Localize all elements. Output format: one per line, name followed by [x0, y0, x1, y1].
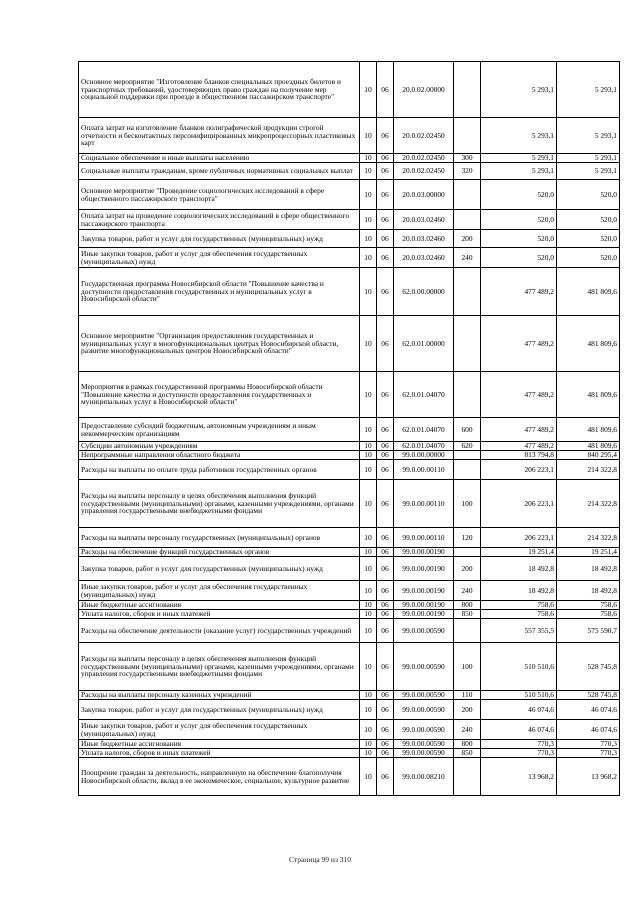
row-target-article: 62.0.01.04070	[394, 442, 454, 451]
table-row	[79, 610, 620, 619]
row-expense-type	[454, 460, 481, 480]
row-subsection: 06	[377, 758, 394, 796]
row-subsection: 06	[377, 230, 394, 248]
budget-table	[78, 61, 620, 796]
table-row	[79, 581, 620, 601]
row-sum-year-2: 520,0	[557, 180, 620, 210]
row-sum-year-2: 770,3	[557, 749, 620, 758]
row-sum-year-2: 481 809,6	[557, 372, 620, 418]
table-row	[79, 460, 620, 480]
row-subsection: 06	[377, 268, 394, 316]
row-target-article: 99.0.00.00590	[394, 700, 454, 720]
row-target-article: 99.0.00.00110	[394, 460, 454, 480]
row-target-article: 62.0.01.00000	[394, 316, 454, 372]
row-sum-year-2: 214 322,8	[557, 528, 620, 548]
row-sum-year-2: 758,6	[557, 610, 620, 619]
row-sum-year-2: 5 293,1	[557, 62, 620, 118]
row-expense-type: 200	[454, 230, 481, 248]
row-subsection: 06	[377, 610, 394, 619]
row-sum-year-1: 46 074,6	[481, 700, 557, 720]
row-section: 10	[360, 643, 377, 691]
row-sum-year-1: 18 492,8	[481, 581, 557, 601]
row-section: 10	[360, 316, 377, 372]
table-row	[79, 720, 620, 740]
row-sum-year-2: 528 745,8	[557, 643, 620, 691]
row-section: 10	[360, 268, 377, 316]
row-subsection: 06	[377, 601, 394, 610]
row-section: 10	[360, 460, 377, 480]
table-row	[79, 180, 620, 210]
row-name: Иные бюджетные ассигнования	[79, 601, 360, 610]
table-row	[79, 758, 620, 796]
row-subsection: 06	[377, 691, 394, 700]
row-target-article: 99.0.00.00590	[394, 749, 454, 758]
row-section: 10	[360, 557, 377, 581]
row-target-article: 99.0.00.00590	[394, 691, 454, 700]
row-sum-year-1: 477 489,2	[481, 316, 557, 372]
row-sum-year-2: 214 322,8	[557, 480, 620, 528]
row-subsection: 06	[377, 619, 394, 643]
row-sum-year-1: 510 510,6	[481, 691, 557, 700]
row-section: 10	[360, 700, 377, 720]
row-name: Расходы на обеспечение функций государственных органов	[79, 548, 360, 557]
row-section: 10	[360, 62, 377, 118]
row-sum-year-2: 520,0	[557, 230, 620, 248]
table-row	[79, 451, 620, 460]
row-sum-year-1: 770,3	[481, 740, 557, 749]
row-sum-year-2: 13 968,2	[557, 758, 620, 796]
row-name: Мероприятия в рамках государственной программы Новосибирской области "Повышение качества и доступности предоставления государственных и муниципальных услуг в Новосибирской области"	[79, 372, 360, 418]
row-target-article: 20.0.03.00000	[394, 180, 454, 210]
row-subsection: 06	[377, 62, 394, 118]
table-row	[79, 230, 620, 248]
row-target-article: 62.0.01.04070	[394, 418, 454, 442]
row-expense-type: 320	[454, 163, 481, 180]
row-subsection: 06	[377, 316, 394, 372]
row-expense-type	[454, 118, 481, 154]
row-name: Расходы на выплаты по оплате труда работников государственных органов	[79, 460, 360, 480]
row-subsection: 06	[377, 442, 394, 451]
row-expense-type: 200	[454, 557, 481, 581]
row-section: 10	[360, 118, 377, 154]
row-name: Основное мероприятие "Изготовление бланков специальных проездных билетов и транспортных требований, удостоверяющих право граждан на получение мер социальной поддержки при проезде в общественном пассажирском транспорте"	[79, 62, 360, 118]
row-expense-type	[454, 268, 481, 316]
row-name: Расходы на обеспечение деятельности (оказание услуг) государственных учреждений	[79, 619, 360, 643]
row-target-article: 99.0.00.00000	[394, 451, 454, 460]
row-target-article: 99.0.00.00190	[394, 610, 454, 619]
row-target-article: 99.0.00.00110	[394, 480, 454, 528]
row-section: 10	[360, 248, 377, 268]
row-target-article: 99.0.00.00590	[394, 619, 454, 643]
row-section: 10	[360, 480, 377, 528]
row-sum-year-2: 528 745,8	[557, 691, 620, 700]
row-subsection: 06	[377, 548, 394, 557]
table-row	[79, 248, 620, 268]
row-target-article: 99.0.00.00190	[394, 557, 454, 581]
row-sum-year-1: 18 492,8	[481, 557, 557, 581]
row-expense-type	[454, 548, 481, 557]
row-target-article: 99.0.00.00590	[394, 643, 454, 691]
row-name: Субсидии автономным учреждениям	[79, 442, 360, 451]
row-section: 10	[360, 740, 377, 749]
table-row	[79, 691, 620, 700]
row-expense-type: 240	[454, 248, 481, 268]
row-subsection: 06	[377, 154, 394, 163]
row-expense-type: 800	[454, 601, 481, 610]
row-subsection: 06	[377, 643, 394, 691]
table-row	[79, 163, 620, 180]
row-name: Закупка товаров, работ и услуг для государственных (муниципальных) нужд	[79, 557, 360, 581]
row-subsection: 06	[377, 118, 394, 154]
row-sum-year-1: 5 293,1	[481, 154, 557, 163]
row-expense-type	[454, 619, 481, 643]
row-sum-year-2: 520,0	[557, 210, 620, 230]
row-name: Расходы на выплаты персоналу в целях обеспечения выполнения функций государственными (муниципальными) органами, казенными учреждениями, органами управления государственными внебюджетными фондами	[79, 480, 360, 528]
row-section: 10	[360, 154, 377, 163]
row-name: Оплата затрат на проведение социологических исследований в сфере общественного пассажирского транспорта	[79, 210, 360, 230]
table-row	[79, 418, 620, 442]
row-section: 10	[360, 581, 377, 601]
row-section: 10	[360, 418, 377, 442]
row-target-article: 62.0.01.04070	[394, 372, 454, 418]
row-sum-year-1: 5 293,1	[481, 118, 557, 154]
row-section: 10	[360, 230, 377, 248]
row-section: 10	[360, 749, 377, 758]
row-name: Поощрение граждан за деятельность, направленную на обеспечение благополучия Новосибирской области, вклад в ее экономическое, социальное, культурное развитие	[79, 758, 360, 796]
row-sum-year-2: 575 590,7	[557, 619, 620, 643]
row-expense-type: 600	[454, 418, 481, 442]
row-sum-year-1: 510 510,6	[481, 643, 557, 691]
row-sum-year-1: 13 968,2	[481, 758, 557, 796]
budget-table-body	[79, 62, 620, 796]
row-sum-year-1: 477 489,2	[481, 418, 557, 442]
row-target-article: 99.0.00.00590	[394, 740, 454, 749]
row-subsection: 06	[377, 163, 394, 180]
row-name: Непрограммные направления областного бюджета	[79, 451, 360, 460]
table-row	[79, 62, 620, 118]
row-sum-year-2: 46 074,6	[557, 720, 620, 740]
row-section: 10	[360, 720, 377, 740]
row-subsection: 06	[377, 372, 394, 418]
row-subsection: 06	[377, 480, 394, 528]
table-row	[79, 442, 620, 451]
row-sum-year-2: 758,6	[557, 601, 620, 610]
row-target-article: 20.0.02.02450	[394, 118, 454, 154]
table-row	[79, 548, 620, 557]
row-target-article: 99.0.00.00190	[394, 548, 454, 557]
row-sum-year-1: 520,0	[481, 248, 557, 268]
row-target-article: 99.0.00.00590	[394, 720, 454, 740]
row-subsection: 06	[377, 210, 394, 230]
row-sum-year-2: 214 322,8	[557, 460, 620, 480]
row-section: 10	[360, 451, 377, 460]
row-section: 10	[360, 758, 377, 796]
row-sum-year-1: 770,3	[481, 749, 557, 758]
row-section: 10	[360, 601, 377, 610]
row-section: 10	[360, 442, 377, 451]
table-row	[79, 619, 620, 643]
row-target-article: 99.0.00.00110	[394, 528, 454, 548]
row-expense-type: 200	[454, 700, 481, 720]
row-name: Предоставление субсидий бюджетным, автономным учреждениям и иным некоммерческим организациям	[79, 418, 360, 442]
row-target-article: 20.0.03.02460	[394, 248, 454, 268]
row-sum-year-1: 5 293,1	[481, 163, 557, 180]
row-sum-year-1: 758,6	[481, 601, 557, 610]
table-row	[79, 528, 620, 548]
row-subsection: 06	[377, 451, 394, 460]
row-sum-year-2: 481 809,6	[557, 418, 620, 442]
row-name: Основное мероприятие "Организация предоставления государственных и муниципальных услуг в многофункциональных центрах Новосибирской области, развитие многофункциональных центров Новосибирской области"	[79, 316, 360, 372]
row-expense-type	[454, 758, 481, 796]
table-row	[79, 118, 620, 154]
row-name: Расходы на выплаты персоналу государственных (муниципальных) органов	[79, 528, 360, 548]
row-sum-year-2: 19 251,4	[557, 548, 620, 557]
row-sum-year-1: 557 355,5	[481, 619, 557, 643]
row-sum-year-1: 46 074,6	[481, 720, 557, 740]
row-target-article: 99.0.00.00190	[394, 581, 454, 601]
row-target-article: 20.0.03.02460	[394, 230, 454, 248]
row-target-article: 20.0.03.02460	[394, 210, 454, 230]
row-sum-year-2: 5 293,1	[557, 163, 620, 180]
table-row	[79, 700, 620, 720]
row-sum-year-2: 481 809,6	[557, 316, 620, 372]
row-sum-year-1: 477 489,2	[481, 268, 557, 316]
budget-table-container	[78, 61, 620, 796]
row-subsection: 06	[377, 720, 394, 740]
row-target-article: 62.0.00.00000	[394, 268, 454, 316]
row-expense-type: 240	[454, 581, 481, 601]
row-name: Закупка товаров, работ и услуг для государственных (муниципальных) нужд	[79, 700, 360, 720]
table-row	[79, 749, 620, 758]
table-row	[79, 316, 620, 372]
row-sum-year-1: 19 251,4	[481, 548, 557, 557]
row-name: Уплата налогов, сборов и иных платежей	[79, 610, 360, 619]
row-expense-type: 100	[454, 643, 481, 691]
row-expense-type: 620	[454, 442, 481, 451]
row-sum-year-2: 770,3	[557, 740, 620, 749]
row-sum-year-1: 206 223,1	[481, 528, 557, 548]
row-sum-year-1: 520,0	[481, 180, 557, 210]
row-name: Социальное обеспечение и иные выплаты населению	[79, 154, 360, 163]
row-subsection: 06	[377, 528, 394, 548]
row-subsection: 06	[377, 418, 394, 442]
row-section: 10	[360, 163, 377, 180]
row-target-article: 20.0.02.00000	[394, 62, 454, 118]
row-expense-type: 300	[454, 154, 481, 163]
row-subsection: 06	[377, 557, 394, 581]
row-section: 10	[360, 528, 377, 548]
row-expense-type	[454, 210, 481, 230]
table-row	[79, 643, 620, 691]
row-sum-year-2: 840 295,4	[557, 451, 620, 460]
row-subsection: 06	[377, 740, 394, 749]
page-footer: Страница 99 из 310	[288, 855, 352, 864]
row-expense-type	[454, 372, 481, 418]
row-expense-type: 850	[454, 749, 481, 758]
row-sum-year-1: 813 794,8	[481, 451, 557, 460]
row-section: 10	[360, 691, 377, 700]
row-name: Расходы на выплаты персоналу казенных учреждений	[79, 691, 360, 700]
table-row	[79, 268, 620, 316]
row-expense-type	[454, 451, 481, 460]
row-subsection: 06	[377, 700, 394, 720]
row-sum-year-1: 206 223,1	[481, 460, 557, 480]
row-name: Иные закупки товаров, работ и услуг для обеспечения государственных (муниципальных) нужд	[79, 581, 360, 601]
row-expense-type: 800	[454, 740, 481, 749]
table-row	[79, 740, 620, 749]
row-expense-type: 100	[454, 480, 481, 528]
row-sum-year-1: 477 489,2	[481, 442, 557, 451]
row-section: 10	[360, 180, 377, 210]
row-expense-type	[454, 316, 481, 372]
row-expense-type: 850	[454, 610, 481, 619]
row-sum-year-2: 5 293,1	[557, 118, 620, 154]
row-name: Государственная программа Новосибирской области "Повышение качества и доступности предоставления государственных и муниципальных услуг в Новосибирской области"	[79, 268, 360, 316]
row-subsection: 06	[377, 248, 394, 268]
row-target-article: 99.0.00.00190	[394, 601, 454, 610]
row-name: Уплата налогов, сборов и иных платежей	[79, 749, 360, 758]
row-target-article: 99.0.00.08210	[394, 758, 454, 796]
row-section: 10	[360, 372, 377, 418]
row-section: 10	[360, 619, 377, 643]
row-subsection: 06	[377, 749, 394, 758]
row-sum-year-1: 477 489,2	[481, 372, 557, 418]
table-row	[79, 480, 620, 528]
row-sum-year-2: 18 492,8	[557, 557, 620, 581]
row-target-article: 20.0.02.02450	[394, 154, 454, 163]
row-name: Иные закупки товаров, работ и услуг для обеспечения государственных (муниципальных) нужд	[79, 720, 360, 740]
row-expense-type: 110	[454, 691, 481, 700]
table-row	[79, 154, 620, 163]
row-name: Закупка товаров, работ и услуг для государственных (муниципальных) нужд	[79, 230, 360, 248]
row-expense-type	[454, 180, 481, 210]
row-name: Иные закупки товаров, работ и услуг для обеспечения государственных (муниципальных) нужд	[79, 248, 360, 268]
row-sum-year-1: 520,0	[481, 210, 557, 230]
row-sum-year-2: 520,0	[557, 248, 620, 268]
row-subsection: 06	[377, 460, 394, 480]
row-sum-year-2: 46 074,6	[557, 700, 620, 720]
table-row	[79, 557, 620, 581]
row-name: Оплата затрат на изготовление бланков полиграфической продукции строгой отчетности и бесконтактных персонифицированных микропроцессорных пластиковых карт	[79, 118, 360, 154]
row-section: 10	[360, 610, 377, 619]
row-name: Основное мероприятие "Проведение социологических исследований в сфере общественного пассажирского транспорта"	[79, 180, 360, 210]
row-sum-year-2: 5 293,1	[557, 154, 620, 163]
row-sum-year-1: 758,6	[481, 610, 557, 619]
table-row	[79, 601, 620, 610]
table-row	[79, 372, 620, 418]
row-expense-type: 120	[454, 528, 481, 548]
row-name: Иные бюджетные ассигнования	[79, 740, 360, 749]
row-name: Социальные выплаты гражданам, кроме публичных нормативных социальных выплат	[79, 163, 360, 180]
row-name: Расходы на выплаты персоналу в целях обеспечения выполнения функций государственными (муниципальными) органами, казенными учреждениями, органами управления государственными внебюджетными фондами	[79, 643, 360, 691]
row-section: 10	[360, 210, 377, 230]
row-subsection: 06	[377, 581, 394, 601]
row-target-article: 20.0.02.02450	[394, 163, 454, 180]
table-row	[79, 210, 620, 230]
row-sum-year-1: 520,0	[481, 230, 557, 248]
row-sum-year-2: 481 809,6	[557, 442, 620, 451]
row-sum-year-1: 206 223,1	[481, 480, 557, 528]
row-expense-type: 240	[454, 720, 481, 740]
row-sum-year-2: 18 492,8	[557, 581, 620, 601]
row-sum-year-2: 481 809,6	[557, 268, 620, 316]
row-sum-year-1: 5 293,1	[481, 62, 557, 118]
row-subsection: 06	[377, 180, 394, 210]
row-section: 10	[360, 548, 377, 557]
row-expense-type	[454, 62, 481, 118]
